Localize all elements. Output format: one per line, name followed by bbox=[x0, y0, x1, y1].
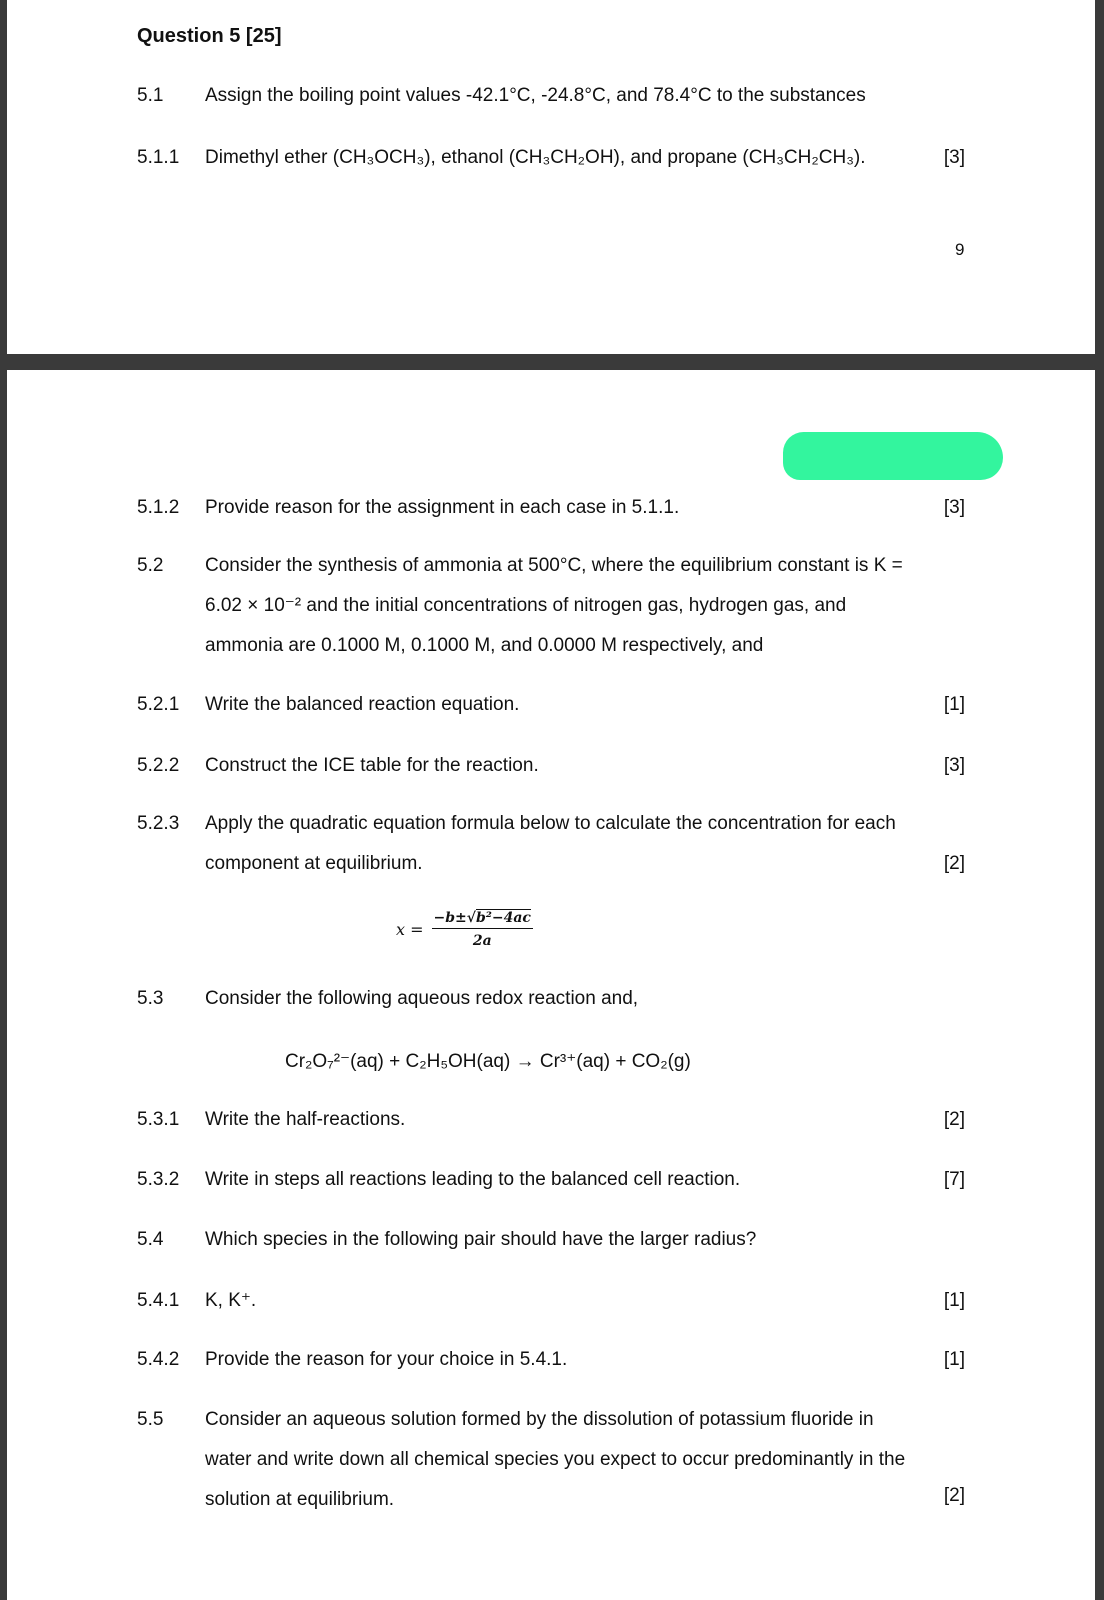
question-text: Write the balanced reaction equation. bbox=[205, 694, 520, 715]
question-text: Provide reason for the assignment in each case in 5.1.1. bbox=[205, 497, 680, 518]
question-number: 5.2 bbox=[137, 555, 164, 576]
text-line: water and write down all chemical species you expect to occur predominantly in the bbox=[205, 1449, 906, 1470]
text-line: Consider an aqueous solution formed by the dissolution of potassium fluoride in bbox=[205, 1409, 874, 1430]
marks: [2] bbox=[943, 1109, 965, 1130]
text-line: solution at equilibrium. bbox=[205, 1489, 395, 1510]
question-text: Which species in the following pair should have the larger radius? bbox=[205, 1229, 757, 1250]
text-line: ammonia are 0.1000 M, 0.1000 M, and 0.0000 M respectively, and bbox=[205, 635, 764, 656]
marks: [7] bbox=[943, 1169, 965, 1190]
question-text bbox=[205, 1400, 965, 1520]
question-number: 5.5 bbox=[137, 1409, 164, 1430]
marks: [3] bbox=[943, 147, 965, 168]
formula-denominator: 2a bbox=[472, 933, 492, 949]
question-text bbox=[205, 804, 965, 884]
redox-equation: Cr₂O₇²⁻(aq) + C₂H₅OH(aq) → Cr³⁺(aq) + CO₂(g) bbox=[285, 1051, 691, 1072]
question-text bbox=[205, 546, 965, 666]
marks: [3] bbox=[943, 497, 965, 518]
question-text: Dimethyl ether (CH₃OCH₃), ethanol (CH₃CH₂OH), and propane (CH₃CH₂CH₃). bbox=[205, 147, 866, 168]
question-number: 5.1.2 bbox=[137, 497, 180, 518]
quadratic-formula bbox=[396, 910, 533, 949]
question-title: Question 5 [25] bbox=[137, 25, 282, 47]
question-number: 5.4.2 bbox=[137, 1349, 180, 1370]
formula-lhs: x = bbox=[396, 920, 424, 939]
numerator-prefix: −b± bbox=[433, 910, 467, 926]
marks: [3] bbox=[943, 755, 965, 776]
question-text: Construct the ICE table for the reaction. bbox=[205, 755, 539, 776]
document-page-2 bbox=[7, 370, 1095, 1600]
text-line: component at equilibrium. bbox=[205, 853, 423, 874]
question-number: 5.3.1 bbox=[137, 1109, 180, 1130]
question-number: 5.2.1 bbox=[137, 694, 180, 715]
text-line: 6.02 × 10⁻² and the initial concentrations of nitrogen gas, hydrogen gas, and bbox=[205, 595, 847, 616]
question-number: 5.1 bbox=[137, 85, 164, 106]
marks: [2] bbox=[943, 853, 965, 874]
formula-fraction bbox=[432, 910, 533, 949]
question-number: 5.3 bbox=[137, 988, 164, 1009]
document-page-1 bbox=[7, 0, 1095, 354]
question-number: 5.3.2 bbox=[137, 1169, 180, 1190]
question-text: Provide the reason for your choice in 5.4.1. bbox=[205, 1349, 568, 1370]
question-number: 5.4 bbox=[137, 1229, 164, 1250]
marks: [1] bbox=[943, 1290, 965, 1311]
question-text: Write in steps all reactions leading to the balanced cell reaction. bbox=[205, 1169, 741, 1190]
formula-numerator: −b±√b²−4ac bbox=[432, 910, 533, 929]
question-text: K, K⁺. bbox=[205, 1290, 257, 1311]
question-text: Consider the following aqueous redox reaction and, bbox=[205, 988, 639, 1009]
question-text: Write the half-reactions. bbox=[205, 1109, 406, 1130]
marks: [1] bbox=[943, 1349, 965, 1370]
question-number: 5.2.3 bbox=[137, 813, 180, 834]
question-number: 5.4.1 bbox=[137, 1290, 180, 1311]
text-line: Apply the quadratic equation formula below to calculate the concentration for each bbox=[205, 813, 896, 834]
question-number: 5.1.1 bbox=[137, 147, 180, 168]
highlight-mark bbox=[783, 432, 1003, 480]
marks: [2] bbox=[943, 1485, 965, 1506]
text-line: Consider the synthesis of ammonia at 500°C, where the equilibrium constant is K = bbox=[205, 555, 903, 576]
marks: [1] bbox=[943, 694, 965, 715]
page-number: 9 bbox=[955, 240, 965, 259]
formula-radicand: b²−4ac bbox=[475, 910, 531, 926]
question-number: 5.2.2 bbox=[137, 755, 180, 776]
question-text: Assign the boiling point values -42.1°C, -24.8°C, and 78.4°C to the substances bbox=[205, 85, 866, 106]
